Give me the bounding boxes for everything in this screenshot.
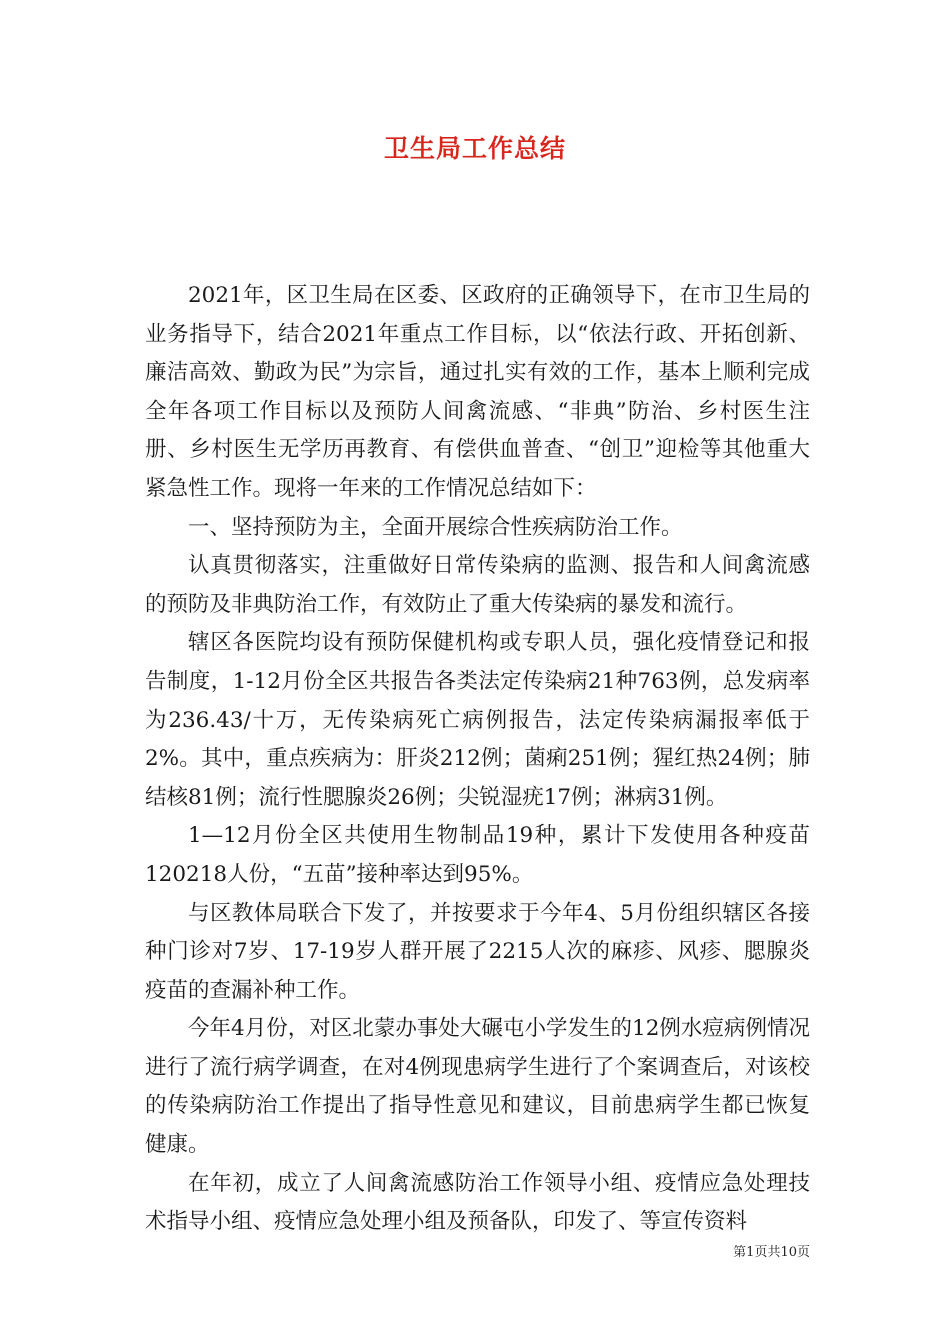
paragraph: 1—12月份全区共使用生物制品19种，累计下发使用各种疫苗120218人份，“五苗”接种率达到95%。: [145, 823, 810, 887]
paragraph: 辖区各医院均设有预防保健机构或专职人员，强化疫情登记和报告制度，1-12月份全区共报告各类法定传染病21种763例，总发病率为236.43/十万，无传染病死亡病例报告，法定传染病漏报率低于2%。其中，重点疾病为：肝炎212例；菌痢251例；猩红热24例；肺结核81例；流行性腮腺炎26例；尖锐湿疣17例；淋病31例。: [145, 630, 810, 810]
document-title: 卫生局工作总结: [383, 134, 566, 163]
paragraph: 与区教体局联合下发了，并按要求于今年4、5月份组织辖区各接种门诊对7岁、17-19岁人群开展了2215人次的麻疹、风疹、腮腺炎疫苗的查漏补种工作。: [145, 900, 810, 1003]
paragraph: 今年4月份，对区北蒙办事处大碾屯小学发生的12例水痘病例情况进行了流行病学调查，在对4例现患病学生进行了个案调查后，对该校的传染病防治工作提出了指导性意见和建议，目前患病学生都已恢复健康。: [145, 1016, 810, 1158]
paragraph: 在年初，成立了人间禽流感防治工作领导小组、疫情应急处理技术指导小组、疫情应急处理小组及预备队，印发了、等宣传资料: [145, 1170, 810, 1235]
section-heading: 一、坚持预防为主，全面开展综合性疾病防治工作。: [188, 514, 683, 540]
paragraph: 2021年，区卫生局在区委、区政府的正确领导下，在市卫生局的业务指导下，结合2021年重点工作目标，以“依法行政、开拓创新、廉洁高效、勤政为民”为宗旨，通过扎实有效的工作，基本上顺利完成全年各项工作目标以及预防人间禽流感、“非典”防治、乡村医生注册、乡村医生无学历再教育、有偿供血普查、“创卫”迎检等其他重大紧急性工作。现将一年来的工作情况总结如下：: [145, 283, 810, 501]
document-body: [145, 277, 810, 1242]
page-number-footer: 第1页共10页: [733, 1245, 810, 1260]
paragraph: 认真贯彻落实，注重做好日常传染病的监测、报告和人间禽流感的预防及非典防治工作，有效防止了重大传染病的暴发和流行。: [145, 553, 810, 617]
